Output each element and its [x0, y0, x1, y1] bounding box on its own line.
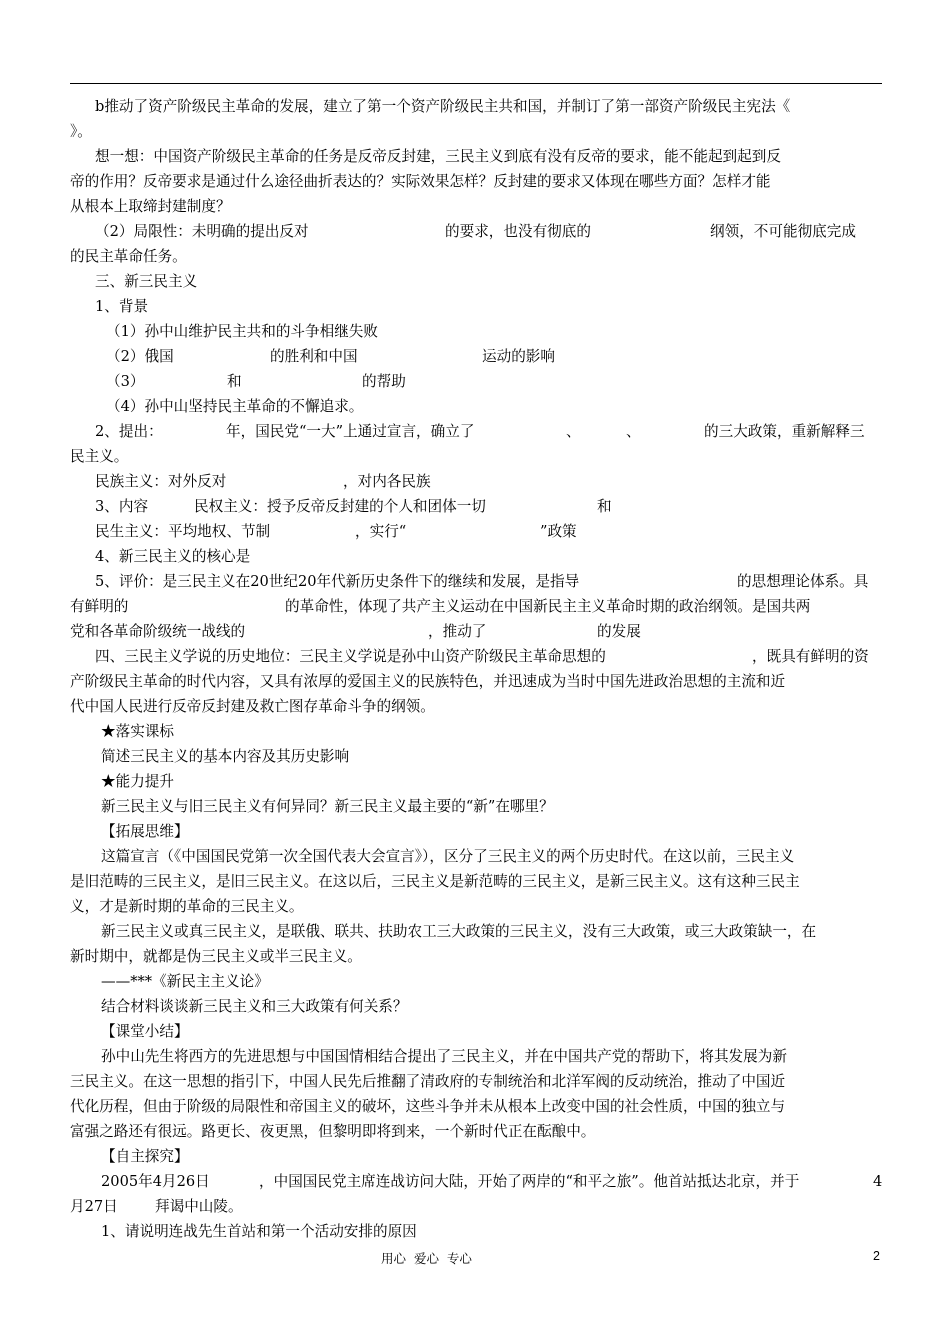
- text-line: （1）孙中山维护民主共和的斗争相继失败: [106, 323, 378, 340]
- background-item: 运动的影响: [482, 348, 555, 365]
- text-line: 这篇宣言（《中国国民党第一次全国代表大会宣言》），区分了三民主义的两个历史时代。在这以前，三民主义: [101, 848, 795, 865]
- text-line: 三民主义。在这一思想的指引下，中国人民先后推翻了清政府的专制统治和北洋军阀的反动统治，推动了中国近: [70, 1073, 786, 1090]
- text-line: （4）孙中山坚持民主革命的不懈追求。: [106, 398, 364, 415]
- section-heading: 【拓展思维】: [101, 823, 189, 840]
- content-text: 和: [597, 498, 612, 515]
- page-footer: 用心 爱心 专心: [381, 1251, 472, 1266]
- evaluation-text: 的革命性，体现了共产主义运动在中国新民主主义革命时期的政治纲领。是国共两: [285, 598, 811, 615]
- date-text: ，中国国民党主席连战访问大陆，开始了两岸的“和平之旅”。他首站抵达北京，并于: [259, 1173, 800, 1190]
- history-text: 四、三民主义学说的历史地位：三民主义学说是孙中山资产阶级民主革命思想的: [95, 648, 606, 665]
- section-heading: 【自主探究】: [101, 1148, 189, 1165]
- section-heading: 【课堂小结】: [101, 1023, 189, 1040]
- proposal-text: 、: [626, 423, 641, 440]
- text-line: 义，才是新时期的革命的三民主义。: [70, 898, 304, 915]
- background-item: （2）俄国: [106, 348, 174, 365]
- text-line: 代中国人民进行反帝反封建及救亡图存革命斗争的纲领。: [70, 698, 435, 715]
- text-line: 4、新三民主义的核心是: [95, 548, 251, 565]
- page-number: 2: [873, 1249, 880, 1263]
- evaluation-text: 5、评价：是三民主义在20世纪20年代新历史条件下的继续和发展，是指导: [95, 573, 580, 590]
- text-line: 》。: [70, 123, 92, 140]
- text-line: 新时期中，就都是伪三民主义或半三民主义。: [70, 948, 362, 965]
- background-item: 和: [227, 373, 242, 390]
- limitation-text: 的要求，也没有彻底的: [445, 223, 591, 240]
- evaluation-text: 的发展: [597, 623, 641, 640]
- header-rule: [70, 83, 882, 84]
- text-line: 新三民主义或真三民主义，是联俄、联共、扶助农工三大政策的三民主义，没有三大政策，或三大政策缺一，在: [101, 923, 817, 940]
- evaluation-text: 党和各革命阶级统一战线的: [70, 623, 246, 640]
- livelihood-text: 民生主义：平均地权、节制: [95, 523, 271, 540]
- evaluation-text: 有鲜明的: [70, 598, 129, 615]
- proposal-text: 年，国民党“一大”上通过宣言，确立了: [226, 423, 475, 440]
- section-heading: ★能力提升: [101, 773, 174, 790]
- text-line: 的民主革命任务。: [70, 248, 187, 265]
- background-item: 的胜利和中国: [270, 348, 358, 365]
- evaluation-text: 的思想理论体系。具: [737, 573, 869, 590]
- limitation-text: 纲领，不可能彻底完成: [710, 223, 856, 240]
- date-text: 月27日: [70, 1198, 118, 1215]
- background-item: （3）: [106, 373, 145, 390]
- livelihood-text: ，实行“: [355, 523, 407, 540]
- text-line: 民主义。: [70, 448, 129, 465]
- history-text: ，既具有鲜明的资: [752, 648, 869, 665]
- text-line: 想一想：中国资产阶级民主革命的任务是反帝反封建，三民主义到底有没有反帝的要求，能不能起到起到反: [95, 148, 781, 165]
- date-text: 拜谒中山陵。: [155, 1198, 243, 1215]
- text-line: 新三民主义与旧三民主义有何异同？新三民主义最主要的“新”在哪里？: [101, 798, 554, 815]
- date-text: 4: [873, 1173, 883, 1190]
- date-text: 2005年4月26日: [101, 1173, 210, 1190]
- evaluation-text: ，推动了: [428, 623, 487, 640]
- section-heading: 三、新三民主义: [95, 273, 198, 290]
- text-line: 简述三民主义的基本内容及其历史影响: [101, 748, 350, 765]
- proposal-text: 、: [566, 423, 581, 440]
- text-line: 是旧范畴的三民主义，是旧三民主义。在这以后，三民主义是新范畴的三民主义，是新三民主义。这有这种三民主: [70, 873, 800, 890]
- text-line: 1、请说明连战先生首站和第一个活动安排的原因: [101, 1223, 417, 1240]
- text-line: 结合材料谈谈新三民主义和三大政策有何关系？: [101, 998, 408, 1015]
- content-text: 民权主义：授予反帝反封建的个人和团体一切: [194, 498, 486, 515]
- text-line: 帝的作用？反帝要求是通过什么途径曲折表达的？实际效果怎样？反封建的要求又体现在哪些方面？怎样才能: [70, 173, 771, 190]
- proposal-text: 2、提出：: [95, 423, 163, 440]
- proposal-text: 的三大政策，重新解释三: [704, 423, 865, 440]
- background-item: 的帮助: [362, 373, 406, 390]
- content-text: 3、内容: [95, 498, 149, 515]
- text-line: 1、背景: [95, 298, 149, 315]
- citation: ——***《新民主主义论》: [101, 973, 269, 990]
- text-line: 孙中山先生将西方的先进思想与中国国情相结合提出了三民主义，并在中国共产党的帮助下，将其发展为新: [101, 1048, 787, 1065]
- text-line: 从根本上取缔封建制度？: [70, 198, 231, 215]
- text-line: 产阶级民主革命的时代内容，又具有浓厚的爱国主义的民族特色，并迅速成为当时中国先进政治思想的主流和近: [70, 673, 786, 690]
- limitation-text: （2）局限性：未明确的提出反对: [95, 223, 309, 240]
- text-line: 代化历程，但由于阶级的局限性和帝国主义的破坏，这些斗争并未从根本上改变中国的社会性质，中国的独立与: [70, 1098, 786, 1115]
- text-line: 富强之路还有很远。路更长、夜更黑，但黎明即将到来，一个新时代正在酝酿中。: [70, 1123, 596, 1140]
- nationalism-text: ，对内各民族: [343, 473, 431, 490]
- livelihood-text: ”政策: [540, 523, 577, 540]
- nationalism-text: 民族主义：对外反对: [95, 473, 227, 490]
- text-line: b推动了资产阶级民主革命的发展，建立了第一个资产阶级民主共和国，并制订了第一部资产阶级民主宪法《: [95, 98, 791, 115]
- section-heading: ★落实课标: [101, 723, 174, 740]
